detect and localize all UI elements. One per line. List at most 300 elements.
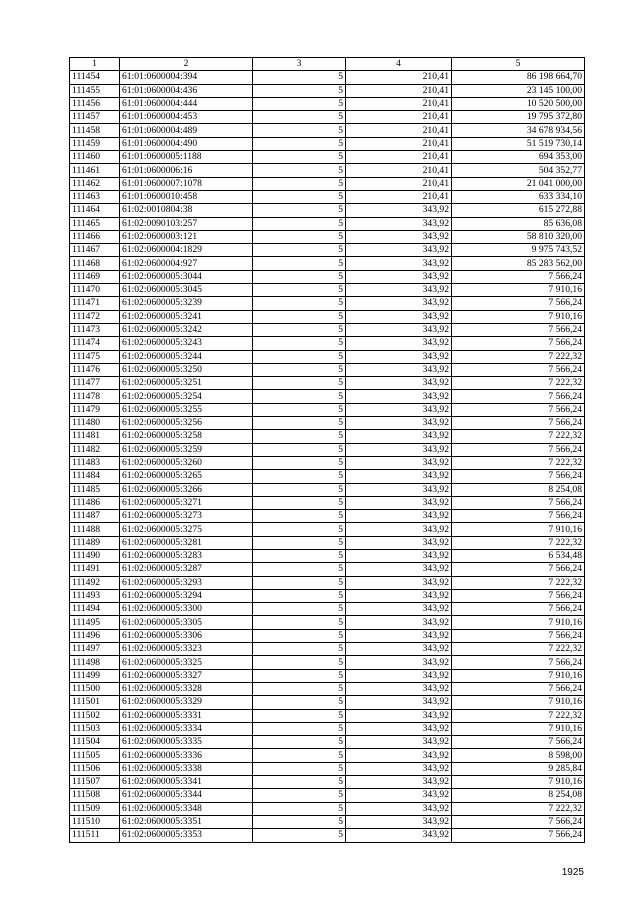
value-cell: 7 566,24 [452, 270, 585, 283]
rate-cell: 343,92 [346, 815, 452, 828]
rate-cell: 343,92 [346, 244, 452, 257]
cadastral-number-cell: 61:02:0600005:3242 [120, 323, 253, 336]
group-cell: 5 [253, 656, 346, 669]
value-cell: 7 566,24 [452, 563, 585, 576]
value-cell: 7 910,16 [452, 696, 585, 709]
group-cell: 5 [253, 71, 346, 84]
row-number-cell: 111466 [70, 230, 120, 243]
cadastral-number-cell: 61:02:0600005:3259 [120, 443, 253, 456]
group-cell: 5 [253, 190, 346, 203]
cadastral-number-cell: 61:02:0600004:1829 [120, 244, 253, 257]
table-row [70, 789, 585, 802]
row-number-cell: 111481 [70, 430, 120, 443]
table-row [70, 549, 585, 562]
value-cell: 7 566,24 [452, 390, 585, 403]
row-number-cell: 111476 [70, 363, 120, 376]
value-cell: 633 334,10 [452, 190, 585, 203]
cadastral-number-cell: 61:02:0600005:3275 [120, 523, 253, 536]
table-row [70, 124, 585, 137]
group-cell: 5 [253, 669, 346, 682]
group-cell: 5 [253, 722, 346, 735]
table-row [70, 390, 585, 403]
value-cell: 7 910,16 [452, 616, 585, 629]
group-cell: 5 [253, 483, 346, 496]
value-cell: 8 598,00 [452, 749, 585, 762]
row-number-cell: 111494 [70, 603, 120, 616]
group-cell: 5 [253, 643, 346, 656]
table-row [70, 616, 585, 629]
rate-cell: 343,92 [346, 456, 452, 469]
value-cell: 9 975 743,52 [452, 244, 585, 257]
rate-cell: 343,92 [346, 403, 452, 416]
group-cell: 5 [253, 589, 346, 602]
value-cell: 34 678 934,56 [452, 124, 585, 137]
rate-cell: 343,92 [346, 802, 452, 815]
cadastral-number-cell: 61:02:0600005:3281 [120, 536, 253, 549]
group-cell: 5 [253, 417, 346, 430]
value-cell: 7 910,16 [452, 722, 585, 735]
value-cell: 19 795 372,80 [452, 111, 585, 124]
value-cell: 7 566,24 [452, 297, 585, 310]
row-number-cell: 111467 [70, 244, 120, 257]
table-row [70, 137, 585, 150]
rate-cell: 343,92 [346, 616, 452, 629]
group-cell: 5 [253, 177, 346, 190]
value-cell: 7 566,24 [452, 656, 585, 669]
column-header-3: 3 [253, 58, 346, 71]
group-cell: 5 [253, 629, 346, 642]
table-row [70, 337, 585, 350]
group-cell: 5 [253, 111, 346, 124]
table-row [70, 456, 585, 469]
group-cell: 5 [253, 230, 346, 243]
column-header-2: 2 [120, 58, 253, 71]
group-cell: 5 [253, 496, 346, 509]
row-number-cell: 111508 [70, 789, 120, 802]
row-number-cell: 111487 [70, 510, 120, 523]
rate-cell: 343,92 [346, 576, 452, 589]
table-row [70, 350, 585, 363]
table-row [70, 323, 585, 336]
table-row [70, 111, 585, 124]
row-number-cell: 111503 [70, 722, 120, 735]
value-cell: 615 272,88 [452, 204, 585, 217]
cadastral-number-cell: 61:01:0600004:436 [120, 84, 253, 97]
value-cell: 7 566,24 [452, 417, 585, 430]
value-cell: 8 254,08 [452, 483, 585, 496]
table-row [70, 270, 585, 283]
row-number-cell: 111465 [70, 217, 120, 230]
table-row [70, 589, 585, 602]
cadastral-number-cell: 61:02:0600005:3325 [120, 656, 253, 669]
register-table [69, 57, 585, 843]
row-number-cell: 111499 [70, 669, 120, 682]
group-cell: 5 [253, 124, 346, 137]
value-cell: 58 810 320,00 [452, 230, 585, 243]
cadastral-number-cell: 61:02:0600005:3287 [120, 563, 253, 576]
table-row [70, 403, 585, 416]
cadastral-number-cell: 61:02:0600005:3353 [120, 829, 253, 842]
table-row [70, 177, 585, 190]
group-cell: 5 [253, 390, 346, 403]
value-cell: 7 910,16 [452, 669, 585, 682]
row-number-cell: 111459 [70, 137, 120, 150]
table-row [70, 682, 585, 695]
cadastral-number-cell: 61:02:0600003:121 [120, 230, 253, 243]
rate-cell: 343,92 [346, 496, 452, 509]
rate-cell: 343,92 [346, 736, 452, 749]
table-row [70, 736, 585, 749]
table-row [70, 576, 585, 589]
row-number-cell: 111463 [70, 190, 120, 203]
table-row [70, 829, 585, 842]
rate-cell: 343,92 [346, 257, 452, 270]
cadastral-number-cell: 61:02:0600005:3348 [120, 802, 253, 815]
table-row [70, 217, 585, 230]
table-row [70, 377, 585, 390]
cadastral-number-cell: 61:02:0600005:3273 [120, 510, 253, 523]
group-cell: 5 [253, 270, 346, 283]
row-number-cell: 111484 [70, 470, 120, 483]
value-cell: 7 566,24 [452, 589, 585, 602]
value-cell: 7 222,32 [452, 350, 585, 363]
table-row [70, 417, 585, 430]
rate-cell: 210,41 [346, 84, 452, 97]
rate-cell: 343,92 [346, 829, 452, 842]
value-cell: 7 222,32 [452, 709, 585, 722]
value-cell: 7 566,24 [452, 603, 585, 616]
group-cell: 5 [253, 363, 346, 376]
row-number-cell: 111457 [70, 111, 120, 124]
group-cell: 5 [253, 456, 346, 469]
value-cell: 7 566,24 [452, 337, 585, 350]
row-number-cell: 111497 [70, 643, 120, 656]
row-number-cell: 111495 [70, 616, 120, 629]
row-number-cell: 111486 [70, 496, 120, 509]
rate-cell: 343,92 [346, 589, 452, 602]
value-cell: 7 910,16 [452, 776, 585, 789]
table-row [70, 709, 585, 722]
rate-cell: 343,92 [346, 377, 452, 390]
rate-cell: 343,92 [346, 682, 452, 695]
rate-cell: 343,92 [346, 310, 452, 323]
table-row [70, 443, 585, 456]
value-cell: 7 222,32 [452, 430, 585, 443]
rate-cell: 343,92 [346, 510, 452, 523]
row-number-cell: 111464 [70, 204, 120, 217]
rate-cell: 343,92 [346, 762, 452, 775]
rate-cell: 343,92 [346, 217, 452, 230]
rate-cell: 343,92 [346, 563, 452, 576]
value-cell: 85 636,08 [452, 217, 585, 230]
cadastral-number-cell: 61:02:0600005:3244 [120, 350, 253, 363]
rate-cell: 343,92 [346, 350, 452, 363]
value-cell: 23 145 100,00 [452, 84, 585, 97]
row-number-cell: 111498 [70, 656, 120, 669]
table-row [70, 297, 585, 310]
row-number-cell: 111480 [70, 417, 120, 430]
value-cell: 7 566,24 [452, 323, 585, 336]
cadastral-number-cell: 61:02:0600005:3344 [120, 789, 253, 802]
row-number-cell: 111492 [70, 576, 120, 589]
cadastral-number-cell: 61:02:0600005:3306 [120, 629, 253, 642]
rate-cell: 343,92 [346, 523, 452, 536]
cadastral-number-cell: 61:02:0600005:3351 [120, 815, 253, 828]
group-cell: 5 [253, 443, 346, 456]
row-number-cell: 111504 [70, 736, 120, 749]
group-cell: 5 [253, 244, 346, 257]
table-row [70, 815, 585, 828]
value-cell: 85 283 562,00 [452, 257, 585, 270]
row-number-cell: 111479 [70, 403, 120, 416]
group-cell: 5 [253, 762, 346, 775]
cadastral-number-cell: 61:02:0090103:257 [120, 217, 253, 230]
group-cell: 5 [253, 284, 346, 297]
rate-cell: 210,41 [346, 111, 452, 124]
rate-cell: 343,92 [346, 656, 452, 669]
row-number-cell: 111488 [70, 523, 120, 536]
row-number-cell: 111500 [70, 682, 120, 695]
value-cell: 7 222,32 [452, 643, 585, 656]
group-cell: 5 [253, 84, 346, 97]
rate-cell: 343,92 [346, 323, 452, 336]
rate-cell: 210,41 [346, 164, 452, 177]
cadastral-number-cell: 61:01:0600007:1078 [120, 177, 253, 190]
rate-cell: 343,92 [346, 603, 452, 616]
rate-cell: 343,92 [346, 776, 452, 789]
group-cell: 5 [253, 350, 346, 363]
cadastral-number-cell: 61:02:0600005:3338 [120, 762, 253, 775]
column-header-1: 1 [70, 58, 120, 71]
group-cell: 5 [253, 430, 346, 443]
group-cell: 5 [253, 377, 346, 390]
rate-cell: 343,92 [346, 483, 452, 496]
table-row [70, 84, 585, 97]
value-cell: 9 285,84 [452, 762, 585, 775]
cadastral-number-cell: 61:02:0600005:3243 [120, 337, 253, 350]
rate-cell: 343,92 [346, 749, 452, 762]
table-row [70, 430, 585, 443]
cadastral-number-cell: 61:02:0600005:3265 [120, 470, 253, 483]
row-number-cell: 111493 [70, 589, 120, 602]
value-cell: 504 352,77 [452, 164, 585, 177]
row-number-cell: 111478 [70, 390, 120, 403]
rate-cell: 210,41 [346, 97, 452, 110]
rate-cell: 343,92 [346, 789, 452, 802]
cadastral-number-cell: 61:02:0600005:3329 [120, 696, 253, 709]
page-number: 1925 [561, 867, 584, 878]
rate-cell: 210,41 [346, 151, 452, 164]
cadastral-number-cell: 61:02:0600005:3241 [120, 310, 253, 323]
table-row [70, 629, 585, 642]
cadastral-number-cell: 61:02:0600005:3260 [120, 456, 253, 469]
group-cell: 5 [253, 563, 346, 576]
group-cell: 5 [253, 310, 346, 323]
row-number-cell: 111491 [70, 563, 120, 576]
group-cell: 5 [253, 470, 346, 483]
cadastral-number-cell: 61:02:0600005:3255 [120, 403, 253, 416]
table-body [70, 71, 585, 842]
column-header-5: 5 [452, 58, 585, 71]
value-cell: 7 222,32 [452, 536, 585, 549]
row-number-cell: 111509 [70, 802, 120, 815]
row-number-cell: 111474 [70, 337, 120, 350]
value-cell: 7 566,24 [452, 682, 585, 695]
cadastral-number-cell: 61:02:0600005:3266 [120, 483, 253, 496]
cadastral-number-cell: 61:02:0600005:3300 [120, 603, 253, 616]
row-number-cell: 111482 [70, 443, 120, 456]
group-cell: 5 [253, 297, 346, 310]
value-cell: 694 353,00 [452, 151, 585, 164]
rate-cell: 210,41 [346, 71, 452, 84]
cadastral-number-cell: 61:02:0600005:3271 [120, 496, 253, 509]
table-row [70, 310, 585, 323]
cadastral-number-cell: 61:02:0600005:3293 [120, 576, 253, 589]
row-number-cell: 111473 [70, 323, 120, 336]
value-cell: 7 910,16 [452, 310, 585, 323]
row-number-cell: 111462 [70, 177, 120, 190]
cadastral-number-cell: 61:02:0600005:3328 [120, 682, 253, 695]
value-cell: 7 566,24 [452, 403, 585, 416]
rate-cell: 343,92 [346, 337, 452, 350]
rate-cell: 343,92 [346, 270, 452, 283]
header-row [70, 58, 585, 71]
group-cell: 5 [253, 829, 346, 842]
group-cell: 5 [253, 323, 346, 336]
table-row [70, 749, 585, 762]
group-cell: 5 [253, 802, 346, 815]
cadastral-number-cell: 61:02:0600005:3045 [120, 284, 253, 297]
cadastral-number-cell: 61:02:0600005:3254 [120, 390, 253, 403]
rate-cell: 343,92 [346, 297, 452, 310]
cadastral-number-cell: 61:02:0010804:38 [120, 204, 253, 217]
group-cell: 5 [253, 696, 346, 709]
value-cell: 8 254,08 [452, 789, 585, 802]
rate-cell: 343,92 [346, 470, 452, 483]
cadastral-number-cell: 61:02:0600005:3305 [120, 616, 253, 629]
value-cell: 7 566,24 [452, 736, 585, 749]
cadastral-number-cell: 61:02:0600005:3323 [120, 643, 253, 656]
table-row [70, 669, 585, 682]
row-number-cell: 111456 [70, 97, 120, 110]
value-cell: 7 566,24 [452, 829, 585, 842]
group-cell: 5 [253, 137, 346, 150]
value-cell: 7 910,16 [452, 284, 585, 297]
table-row [70, 510, 585, 523]
cadastral-number-cell: 61:02:0600005:3327 [120, 669, 253, 682]
row-number-cell: 111485 [70, 483, 120, 496]
cadastral-number-cell: 61:02:0600005:3044 [120, 270, 253, 283]
table-row [70, 190, 585, 203]
row-number-cell: 111489 [70, 536, 120, 549]
cadastral-number-cell: 61:02:0600005:3335 [120, 736, 253, 749]
value-cell: 7 910,16 [452, 523, 585, 536]
value-cell: 7 222,32 [452, 802, 585, 815]
table-row [70, 762, 585, 775]
group-cell: 5 [253, 217, 346, 230]
value-cell: 7 222,32 [452, 377, 585, 390]
row-number-cell: 111505 [70, 749, 120, 762]
group-cell: 5 [253, 815, 346, 828]
row-number-cell: 111470 [70, 284, 120, 297]
rate-cell: 210,41 [346, 190, 452, 203]
cadastral-number-cell: 61:02:0600004:927 [120, 257, 253, 270]
value-cell: 10 520 500,00 [452, 97, 585, 110]
table-row [70, 204, 585, 217]
rate-cell: 343,92 [346, 709, 452, 722]
table-row [70, 257, 585, 270]
rate-cell: 210,41 [346, 137, 452, 150]
group-cell: 5 [253, 97, 346, 110]
cadastral-number-cell: 61:01:0600004:444 [120, 97, 253, 110]
table-row [70, 776, 585, 789]
table-row [70, 802, 585, 815]
row-number-cell: 111454 [70, 71, 120, 84]
value-cell: 86 198 664,70 [452, 71, 585, 84]
row-number-cell: 111483 [70, 456, 120, 469]
rate-cell: 343,92 [346, 722, 452, 735]
rate-cell: 210,41 [346, 177, 452, 190]
row-number-cell: 111507 [70, 776, 120, 789]
cadastral-number-cell: 61:02:0600005:3258 [120, 430, 253, 443]
cadastral-number-cell: 61:02:0600005:3331 [120, 709, 253, 722]
rate-cell: 343,92 [346, 643, 452, 656]
group-cell: 5 [253, 776, 346, 789]
cadastral-number-cell: 61:01:0600004:453 [120, 111, 253, 124]
rate-cell: 343,92 [346, 417, 452, 430]
table-row [70, 496, 585, 509]
value-cell: 7 222,32 [452, 456, 585, 469]
table-row [70, 97, 585, 110]
row-number-cell: 111472 [70, 310, 120, 323]
table-row [70, 244, 585, 257]
cadastral-number-cell: 61:01:0600006:16 [120, 164, 253, 177]
group-cell: 5 [253, 736, 346, 749]
cadastral-number-cell: 61:02:0600005:3251 [120, 377, 253, 390]
row-number-cell: 111510 [70, 815, 120, 828]
value-cell: 7 222,32 [452, 576, 585, 589]
row-number-cell: 111460 [70, 151, 120, 164]
rate-cell: 343,92 [346, 363, 452, 376]
group-cell: 5 [253, 151, 346, 164]
cadastral-number-cell: 61:01:0600005:1188 [120, 151, 253, 164]
rate-cell: 210,41 [346, 124, 452, 137]
value-cell: 7 566,24 [452, 496, 585, 509]
table-row [70, 536, 585, 549]
rate-cell: 343,92 [346, 549, 452, 562]
cadastral-number-cell: 61:01:0600004:489 [120, 124, 253, 137]
row-number-cell: 111511 [70, 829, 120, 842]
row-number-cell: 111458 [70, 124, 120, 137]
value-cell: 21 041 000,00 [452, 177, 585, 190]
row-number-cell: 111471 [70, 297, 120, 310]
row-number-cell: 111490 [70, 549, 120, 562]
table-row [70, 656, 585, 669]
row-number-cell: 111468 [70, 257, 120, 270]
cadastral-number-cell: 61:02:0600005:3256 [120, 417, 253, 430]
value-cell: 7 566,24 [452, 629, 585, 642]
value-cell: 7 566,24 [452, 470, 585, 483]
row-number-cell: 111501 [70, 696, 120, 709]
row-number-cell: 111496 [70, 629, 120, 642]
rate-cell: 343,92 [346, 629, 452, 642]
rate-cell: 343,92 [346, 204, 452, 217]
cadastral-number-cell: 61:02:0600005:3239 [120, 297, 253, 310]
value-cell: 7 566,24 [452, 510, 585, 523]
value-cell: 7 566,24 [452, 443, 585, 456]
row-number-cell: 111455 [70, 84, 120, 97]
table-row [70, 151, 585, 164]
